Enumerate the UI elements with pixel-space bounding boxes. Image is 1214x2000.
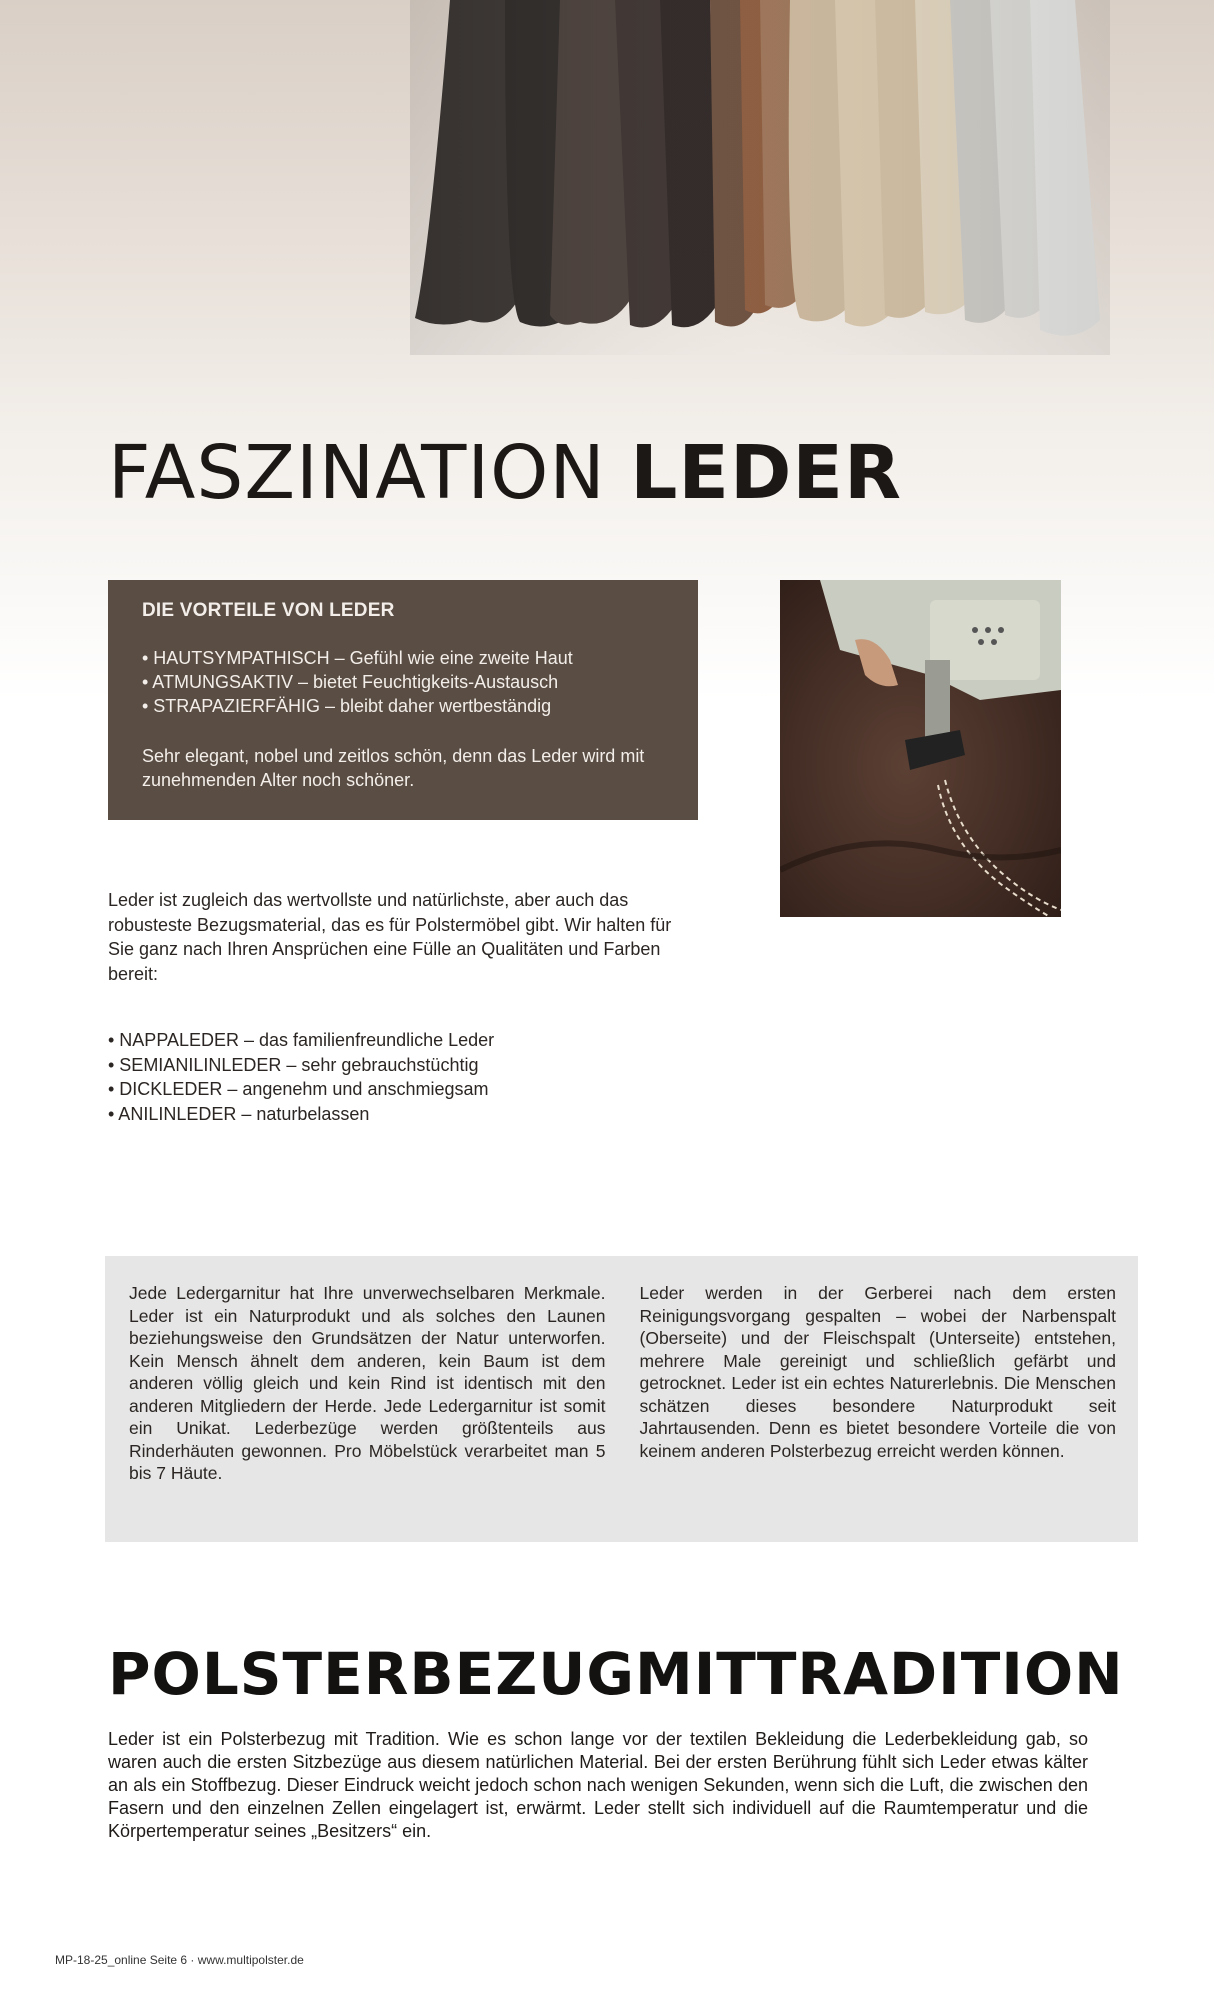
page-title-light: FASZINATION [108, 430, 631, 516]
page-title [108, 430, 902, 516]
benefits-box [108, 580, 698, 820]
tradition-title-word: TRADITION [756, 1640, 1124, 1708]
intro-paragraph: Leder ist zugleich das wertvollste und natürlichste, aber auch das robusteste Bezugsmaterial, das es für Polstermöbel gibt. Wir halten für Sie ganz nach Ihren Ansprüchen eine Fülle an Qualitäten und Farben bereit: [108, 890, 672, 984]
info-column-2: Leder werden in der Gerberei nach dem ersten Reinigungsvorgang gespalten – wobei der Narbenspalt (Oberseite) und der Fleischspalt (Unterseite) entstehen, mehrere Male gereinigt und schließlich gefärbt und getrocknet. Leder ist ein echtes Naturerlebnis. Die Menschen schätzen dieses besondere Naturprodukt seit Jahrtausenden. Denn es bietet besondere Vorteile die von keinem anderen Polsterbezug erreicht werden können. [639, 1283, 1116, 1461]
leather-type-item: • NAPPALEDER – das familienfreundliche Leder [108, 1030, 495, 1050]
benefit-item: • HAUTSYMPATHISCH – Gefühl wie eine zweite Haut [142, 648, 573, 668]
leather-types-list [108, 1028, 708, 1126]
benefits-heading: DIE VORTEILE VON LEDER [142, 600, 395, 621]
tradition-paragraph: Leder ist ein Polsterbezug mit Tradition. Wie es schon lange vor der textilen Bekleidung die Lederbekleidung gab, so waren auch die ersten Sitzbezüge aus diesem natürlichen Material. Bei der ersten Berührung fühlt sich Leder etwas kälter an als ein Stoffbezug. Dieser Eindruck weicht jedoch schon nach wenigen Sekunden, wenn sich die Luft, die zwischen den Fasern und den einzelnen Zellen eingelagert ist, erwärmt. Leder stellt sich individuell auf die Raumtemperatur und die Körpertemperatur seines „Besitzers“ ein. [108, 1729, 1088, 1841]
leather-sewing-photo [780, 580, 1061, 917]
leather-type-item: • SEMIANILINLEDER – sehr gebrauchstüchtig [108, 1054, 479, 1075]
tradition-title-word: POLSTERBEZUG [108, 1640, 635, 1708]
info-box [105, 1256, 1138, 1542]
benefit-item: • ATMUNGSAKTIV – bietet Feuchtigkeits-Austausch [142, 672, 559, 692]
benefits-note: Sehr elegant, nobel und zeitlos schön, denn das Leder wird mit zunehmenden Alter noch schöner. [142, 746, 645, 790]
benefits-list [142, 646, 664, 718]
tradition-title-word: MIT [634, 1640, 757, 1708]
leather-type-item: • ANILINLEDER – naturbelassen [108, 1103, 370, 1124]
tradition-title [108, 1640, 1124, 1708]
page-title-bold: LEDER [630, 430, 902, 516]
leather-type-item: • DICKLEDER – angenehm und anschmiegsam [108, 1079, 489, 1099]
footer-text: MP-18-25_online Seite 6 · www.multipolster.de [55, 1953, 304, 1967]
benefit-item: • STRAPAZIERFÄHIG – bleibt daher wertbeständig [142, 696, 552, 716]
hanging-leather-hides-image [410, 0, 1110, 355]
info-column-1: Jede Ledergarnitur hat Ihre unverwechselbaren Merkmale. Leder ist ein Naturprodukt und als solches den Launen beziehungsweise den Grundsätzen der Natur unterworfen. Kein Mensch ähnelt dem anderen, kein Baum ist dem anderen völlig gleich und kein Rind ist identisch mit den anderen Mitgliedern der Herde. Jede Ledergarnitur ist somit ein Unikat. Lederbezüge werden größtenteils aus Rinderhäuten gewonnen. Pro Möbelstück verarbeitet man 5 bis 7 Häute. [129, 1283, 606, 1483]
